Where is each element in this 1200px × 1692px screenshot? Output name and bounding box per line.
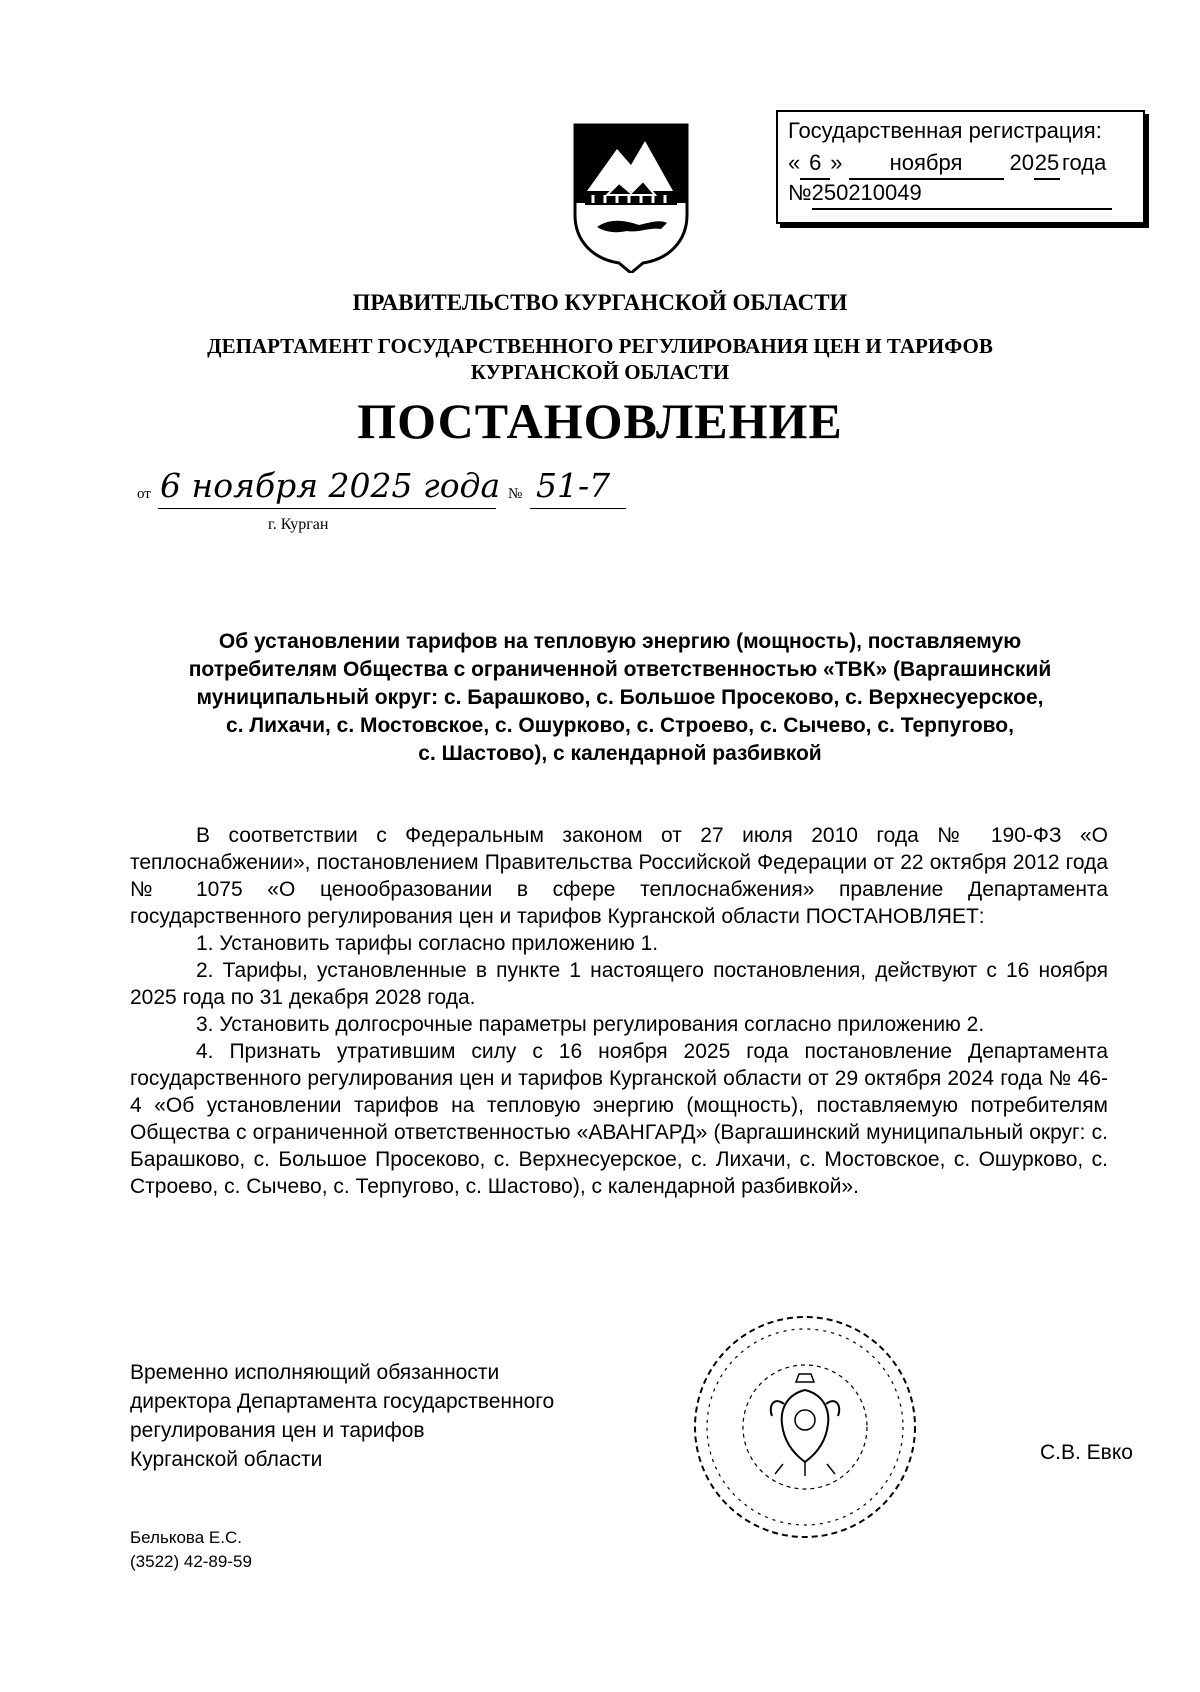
title-line: с. Шастово), с календарной разбивкой [418,742,822,765]
title-line: с. Лихачи, с. Мостовское, с. Ошурково, с. Строево, с. Сычево, с. Терпугово, [226,714,1014,737]
clause-2: 2. Тарифы, установленные в пункте 1 настоящего постановления, действуют с 16 ноября 2025 года по 31 декабря 2028 года. [130,959,1108,1009]
document-title [125,628,1115,768]
registration-month: ноября [849,148,1004,180]
title-line: Об установлении тарифов на тепловую энергию (мощность), поставляемую [218,630,1022,653]
contact-info [130,1526,252,1574]
department-name [0,333,1200,385]
registration-stamp [776,110,1145,224]
registration-year-word: года [1061,150,1107,175]
registration-number-line [788,178,1112,210]
position-line: директора Департамента государственного [130,1390,555,1413]
date-underline [158,508,496,509]
preamble-paragraph: В соответствии с Федеральным законом от 27 июля 2010 года № 190-ФЗ «О теплоснабжении», постановлением Правительства Российской Федерации от 22 октября 2012 года № 1075 «О ценообразовании в сфере теплоснабжения» правление Департамента государственного регулирования цен и тарифов Курганской области ПОСТАНОВЛЯЕТ: [130,824,1108,928]
signature-position [130,1358,554,1474]
contact-phone: (3522) 42-89-59 [130,1552,252,1571]
number-underline [530,508,626,509]
date-handwritten: 6 ноября 2025 года [160,466,501,505]
coat-of-arms-icon [573,123,689,273]
department-name-line2: КУРГАНСКОЙ ОБЛАСТИ [470,360,730,384]
registration-day: 6 [800,148,830,180]
department-name-line1: ДЕПАРТАМЕНТ ГОСУДАРСТВЕННОГО РЕГУЛИРОВАНИЯ ЦЕН И ТАРИФОВ [207,334,993,358]
official-seal-icon [688,1312,923,1542]
registration-date: « 6 » ноября 2025 года [788,148,1106,180]
government-name: ПРАВИТЕЛЬСТВО КУРГАНСКОЙ ОБЛАСТИ [352,290,848,315]
registration-year-suffix: 25 [1034,148,1060,180]
title-line: потребителям Общества с ограниченной ответственностью «ТВК» (Варгашинский [188,658,1052,681]
position-line: Временно исполняющий обязанности [130,1361,500,1384]
document-type: ПОСТАНОВЛЕНИЕ [357,393,843,449]
signer-name: С.В. Евко [1040,1441,1133,1464]
clause-4: 4. Признать утратившим силу с 16 ноября 2025 года постановление Департамента государственного регулирования цен и тарифов Курганской области от 29 октября 2024 года № 46-4 «Об установлении тарифов на тепловую энергию (мощность), поставляемую потребителям Общества с ограниченной ответственностью «АВАНГАРД» (Варгашинский муниципальный округ: с. Барашково, с. Большое Просеково, с. Верхнесуерское, с. Лихачи, с. Мостовское, с. Ошурково, с. Строево, с. Сычево, с. Терпугово, с. Шастово), с календарной разбивкой». [130,1040,1108,1198]
registration-label: Государственная регистрация: [788,118,1102,143]
clause-3: 3. Установить долгосрочные параметры регулирования согласно приложению 2. [196,1013,985,1036]
document-body [130,822,1108,1200]
clause-1: 1. Установить тарифы согласно приложению 1. [196,932,659,955]
city: г. Курган [268,516,329,533]
contact-person: Белькова Е.С. [130,1528,242,1547]
registration-year-prefix: 20 [1009,150,1034,175]
position-line: Курганской области [130,1448,323,1471]
title-line: муниципальный округ: с. Барашково, с. Большое Просеково, с. Верхнесуерское, [196,686,1044,709]
number-label: № [508,486,523,502]
date-from-label: от [137,486,151,502]
registration-number-label: № [788,180,812,205]
position-line: регулирования цен и тарифов [130,1419,425,1442]
registration-number: 250210049 [812,178,1112,210]
number-handwritten: 51-7 [536,466,611,505]
